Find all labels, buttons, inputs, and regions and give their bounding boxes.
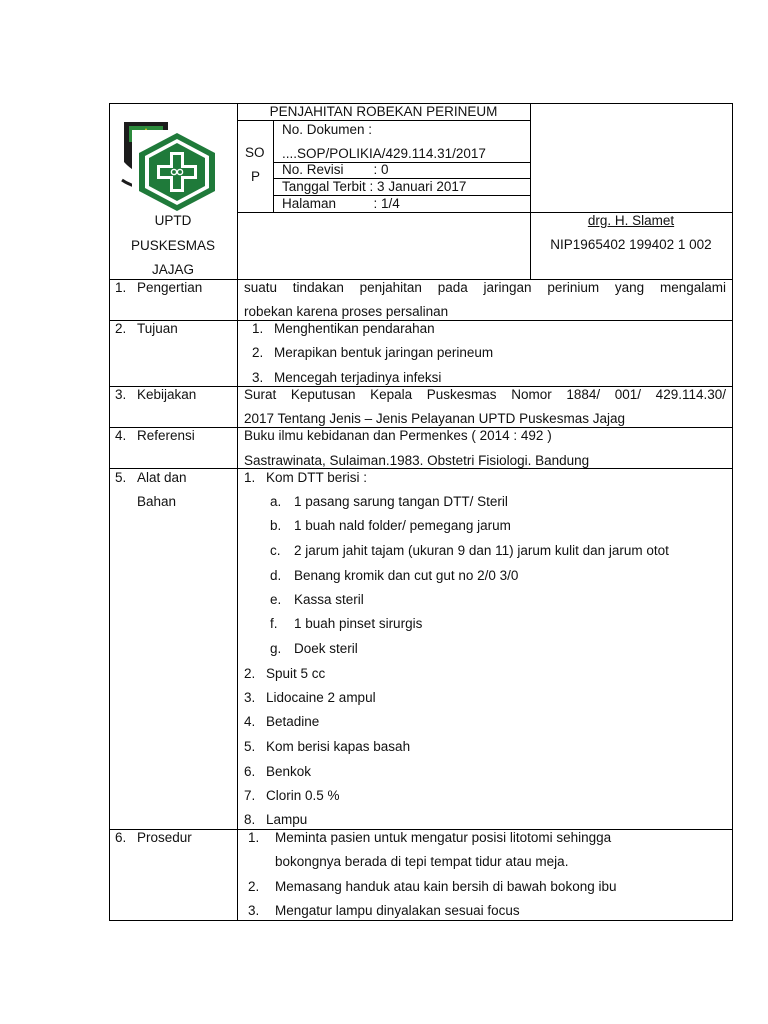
- kebijakan-text-line1: Surat Keputusan Kepala Puskesmas Nomor 1884/ 001/ 429.114.30/: [244, 387, 726, 402]
- section-number: 3.: [115, 387, 127, 402]
- procedure-step: Memasang handuk atau kain bersih di bawah bokong ibu: [275, 879, 617, 894]
- list-item: Merapikan bentuk jaringan perineum: [274, 345, 494, 360]
- signer-name: drg. H. Slamet: [587, 213, 675, 228]
- procedure-step: Mengatur lampu dinyalakan sesuai focus: [275, 903, 520, 918]
- title-bottom-line: [237, 120, 530, 121]
- list-item-number: 8.: [244, 812, 256, 827]
- document-number: ....SOP/POLIKIA/429.114.31/2017: [282, 146, 486, 161]
- procedure-step-number: 3.: [248, 903, 260, 918]
- list-item: Kom DTT berisi :: [266, 470, 368, 485]
- list-item: Menghentikan pendarahan: [274, 321, 435, 336]
- pengertian-text-line1: suatu tindakan penjahitan pada jaringan perinium yang mengalami: [244, 280, 726, 295]
- list-item: Lidocaine 2 ampul: [266, 690, 376, 705]
- section-label-tujuan: Tujuan: [137, 321, 178, 336]
- column-divider: [237, 103, 238, 921]
- section-number: 6.: [115, 830, 127, 845]
- list-item-number: 1.: [252, 321, 264, 336]
- revision-number: No. Revisi : 0: [282, 162, 389, 177]
- pengertian-text-line2: robekan karena proses persalinan: [244, 304, 449, 319]
- kebijakan-text-line2: 2017 Tentang Jenis – Jenis Pelayanan UPTD Puskesmas Jajag: [244, 411, 625, 426]
- section-number: 1.: [115, 280, 127, 295]
- referensi-text-line2: Sastrawinata, Sulaiman.1983. Obstetri Fisiologi. Bandung: [244, 453, 590, 468]
- sublist-item-letter: e.: [270, 592, 282, 607]
- list-item-number: 2.: [252, 345, 264, 360]
- signer-nip: NIP1965402 199402 1 002: [550, 237, 712, 252]
- sop-label-part2: P: [251, 169, 261, 184]
- table-border-bottom: [109, 920, 733, 921]
- list-item: Spuit 5 cc: [266, 666, 326, 681]
- list-item: Benkok: [266, 764, 312, 779]
- sublist-item: 2 jarum jahit tajam (ukuran 9 dan 11) jarum kulit dan jarum otot: [294, 543, 669, 558]
- section-label-alat: Alat dan: [137, 470, 187, 485]
- org-name-line3: JAJAG: [151, 262, 194, 277]
- sublist-item-letter: b.: [270, 518, 282, 533]
- puskesmas-logo-icon: [132, 130, 222, 214]
- document-title: PENJAHITAN ROBEKAN PERINEUM: [269, 104, 498, 119]
- list-item-number: 6.: [244, 764, 256, 779]
- sublist-item-letter: a.: [270, 494, 282, 509]
- list-item: Betadine: [266, 714, 320, 729]
- list-item: Kom berisi kapas basah: [266, 739, 411, 754]
- section-label-prosedur: Prosedur: [137, 830, 192, 845]
- sublist-item-letter: c.: [270, 543, 281, 558]
- procedure-step-continuation: bokongnya berada di tepi tempat tidur atau meja.: [275, 854, 569, 869]
- issue-date: Tanggal Terbit : 3 Januari 2017: [282, 179, 467, 194]
- section-label-bahan: Bahan: [137, 494, 177, 509]
- list-item-number: 1.: [244, 470, 256, 485]
- section-number: 4.: [115, 428, 127, 443]
- puskesmas-logo: [132, 130, 222, 214]
- list-item-number: 7.: [244, 788, 256, 803]
- list-item-number: 5.: [244, 739, 256, 754]
- sop-label-part1: SO: [245, 145, 265, 160]
- list-item-number: 3.: [252, 370, 264, 385]
- list-item: Clorin 0.5 %: [266, 788, 340, 803]
- section-label-pengertian: Pengertian: [137, 280, 203, 295]
- list-item-number: 3.: [244, 690, 256, 705]
- procedure-step-number: 2.: [248, 879, 260, 894]
- list-item: Lampu: [266, 812, 308, 827]
- document-number-label: No. Dokumen :: [282, 122, 373, 137]
- section-label-kebijakan: Kebijakan: [137, 387, 197, 402]
- sublist-item: Benang kromik dan cut gut no 2/0 3/0: [294, 568, 519, 583]
- org-name-line1: UPTD: [154, 213, 192, 228]
- list-item-number: 4.: [244, 714, 256, 729]
- org-name-line2: PUSKESMAS: [130, 238, 216, 253]
- section-number: 5.: [115, 470, 127, 485]
- sublist-item: 1 buah nald folder/ pemegang jarum: [294, 518, 511, 533]
- procedure-step-number: 1.: [248, 830, 260, 845]
- table-border-right: [732, 103, 733, 921]
- referensi-text-line1: Buku ilmu kebidanan dan Permenkes ( 2014 : 492 ): [244, 428, 552, 443]
- sublist-item: 1 pasang sarung tangan DTT/ Steril: [294, 494, 508, 509]
- section-label-referensi: Referensi: [137, 428, 195, 443]
- sublist-item-letter: f.: [270, 616, 278, 631]
- sublist-item: Kassa steril: [294, 592, 364, 607]
- sublist-item: 1 buah pinset sirurgis: [294, 616, 423, 631]
- list-item: Mencegah terjadinya infeksi: [274, 370, 442, 385]
- page-number: Halaman : 1/4: [282, 196, 400, 211]
- sublist-item-letter: d.: [270, 568, 282, 583]
- section-number: 2.: [115, 321, 127, 336]
- sublist-item-letter: g.: [270, 641, 282, 656]
- procedure-step: Meminta pasien untuk mengatur posisi litotomi sehingga: [275, 830, 612, 845]
- list-item-number: 2.: [244, 666, 256, 681]
- sop-column-divider: [273, 120, 274, 212]
- sublist-item: Doek steril: [294, 641, 358, 656]
